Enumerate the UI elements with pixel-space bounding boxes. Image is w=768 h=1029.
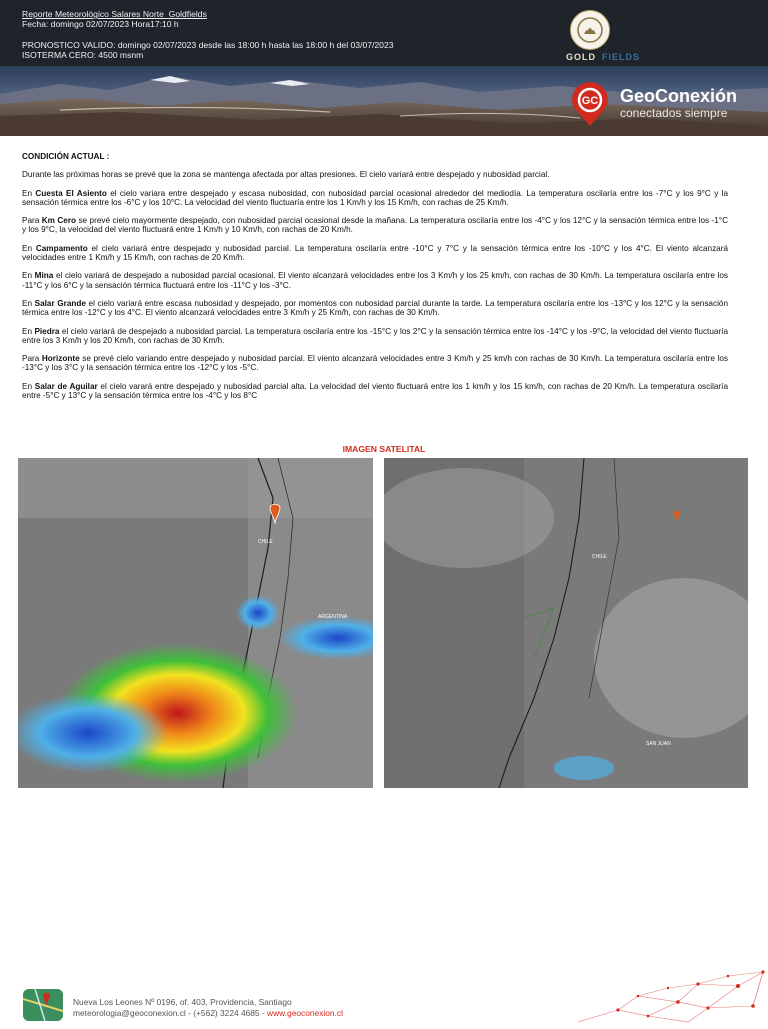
map-label-san-juan: SAN JUAN — [646, 741, 671, 747]
svg-text:GC: GC — [581, 95, 599, 107]
section-km-cero: Para Km Cero se prevé cielo mayormente despejado, con nubosidad parcial ocasional desde la mañana. La temperatura oscilaría entre los -4°C y los 12°C y la sensación térmica entre los -1°C y los 9°C, la velocidad del viento fluctuará entre 1 Km/h y 10 Km/h, con rachas de 20 Km/h. — [22, 216, 728, 235]
section-salar-grande: En Salar Grande el cielo variará entre escasa nubosidad y despejado, por momentos con nubosidad parcial durante la tarde. La temperatura oscilaría entre los -13°C y los 12°C y la sensación térmica entre los -12°C y los 4°C. El viento alcanzará velocidades entre 3 Km/h y 25 Km/h, con rachas de 30 Km/h. — [22, 298, 729, 318]
section-campamento: En Campamento el cielo variará entre despejado y nubosidad parcial. La temperatura oscilaría entre -10°C y 7°C y la sensación térmica entre los -10°C y los 4°C. El viento alcanzará velocidades entre 1 Km/h y 15 Km/h, con rachas de 20 Km/h. — [22, 243, 728, 263]
report-date: Fecha: domingo 02/07/2023 Hora17:10 h — [22, 19, 179, 30]
section-piedra: En Piedra el cielo variará de despejado a nubosidad parcial. La temperatura oscilaría entre los -15°C y los 2°C y la sensación térmica entre los -14°C y los -9°C, la velocidad del viento fluctuaría entre los 3 Km/h y los 20 Km/h, con rachas de 30 Km/h. — [22, 326, 728, 345]
contact-info — [73, 997, 343, 1019]
section-cuesta-el-asiento: En Cuesta El Asiento el cielo variara entre despejado y escasa nubosidad, con nubosidad parcial ocasional alrededor del mediodía. La temperatura oscilaría entre los -7°C y los 9°C y la sensación térmica entre los -6°C y los 10°C. La velocidad del viento fluctuaría entre los 1 Km/h y los 15 Km/h, con rachas de 25 Km/h. — [22, 188, 729, 207]
section-mina: En Mina el cielo variará de despejado a nubosidad parcial ocasional. El viento alcanzará velocidades entre los 3 Km/h y los 25 km/h, con rachas de 30 Km/h. La temperatura oscilaría entre los -11°C y los 6°C y la sensación térmica fluctuará entre los -11°C y los -3°C. — [22, 271, 728, 290]
goldfields-word-gold: GOLD — [566, 52, 596, 62]
location-name: Mina — [34, 271, 54, 281]
location-name: Piedra — [34, 326, 60, 336]
goldfields-seal-icon — [570, 10, 610, 50]
location-name: Km Cero — [41, 216, 77, 226]
section-salar-de-aguilar: En Salar de Aguilar el cielo varará entre despejado y nubosidad parcial alta. La velocidad del viento fluctuará entre los 1 km/h y los 15 km/h, con rachas de 20 Km/h. La temperatura oscilaría entre -5°C y 13°C y la sensación térmica entre los -4°C y los 8°C — [22, 381, 728, 401]
report-title: Reporte Meteorológico Salares Norte_Goldfields — [22, 9, 207, 19]
map-label-argentina: ARGENTINA — [318, 614, 348, 620]
location-name: Campamento — [35, 243, 88, 253]
office-address: Nueva Los Leones Nº 0196, of. 403, Providencia, Santiago — [73, 997, 292, 1007]
geoconexion-tagline: conectados siempre — [620, 106, 728, 120]
report-body — [22, 152, 728, 409]
location-name: Horizonte — [41, 354, 80, 364]
current-condition-heading: CONDICIÓN ACTUAL : — [22, 152, 110, 161]
header-info — [22, 9, 394, 61]
map-label-chile: CHILE — [258, 539, 273, 545]
goldfields-logo — [566, 10, 626, 48]
map-app-icon — [23, 989, 63, 1021]
satellite-image-infrared — [18, 458, 373, 788]
location-name: Cuesta El Asiento — [35, 188, 107, 198]
map-label-chile: CHILE — [592, 554, 607, 560]
location-name: Salar de Aguilar — [34, 381, 98, 391]
geoconexion-name: GeoConexión — [620, 86, 738, 106]
location-name: Salar Grande — [34, 298, 86, 308]
forecast-validity: PRONOSTICO VALIDO: domingo 02/07/2023 desde las 18:00 h hasta las 18:00 h del 03/07/2023 — [22, 39, 394, 50]
geoconexion-logo — [568, 82, 768, 128]
goldfields-wordmark — [566, 52, 676, 64]
zero-isotherm: ISOTERMA CERO: 4500 msnm — [22, 50, 144, 61]
website-link[interactable]: www.geoconexion.cl — [267, 1007, 343, 1018]
contact-line — [73, 1008, 343, 1019]
network-graphic — [578, 966, 768, 1024]
report-header — [0, 0, 768, 66]
section-horizonte: Para Horizonte se prevé cielo variando entre despejado y nubosidad parcial. El viento alcanzará velocidades entre 3 Km/h y 25 km/h con rachas de 30 Km/h. La temperatura oscilaría entre los -13°C y los 3°C y la sensación térmica entre los -12°C y los -5°C. — [22, 354, 728, 373]
email-phone: meteorologia@geoconexion.cl - (+562) 3224 4685 - — [73, 1007, 268, 1018]
satellite-image-title: IMAGEN SATELITAL — [342, 444, 426, 454]
goldfields-word-fields: FIELDS — [602, 52, 641, 62]
satellite-image-visible — [384, 458, 748, 788]
intro-paragraph: Durante las próximas horas se prevé que la zona se mantenga afectada por altas presiones. El cielo variará entre despejado y nubosidad parcial. — [22, 170, 550, 180]
location-pin-icon — [568, 82, 612, 128]
